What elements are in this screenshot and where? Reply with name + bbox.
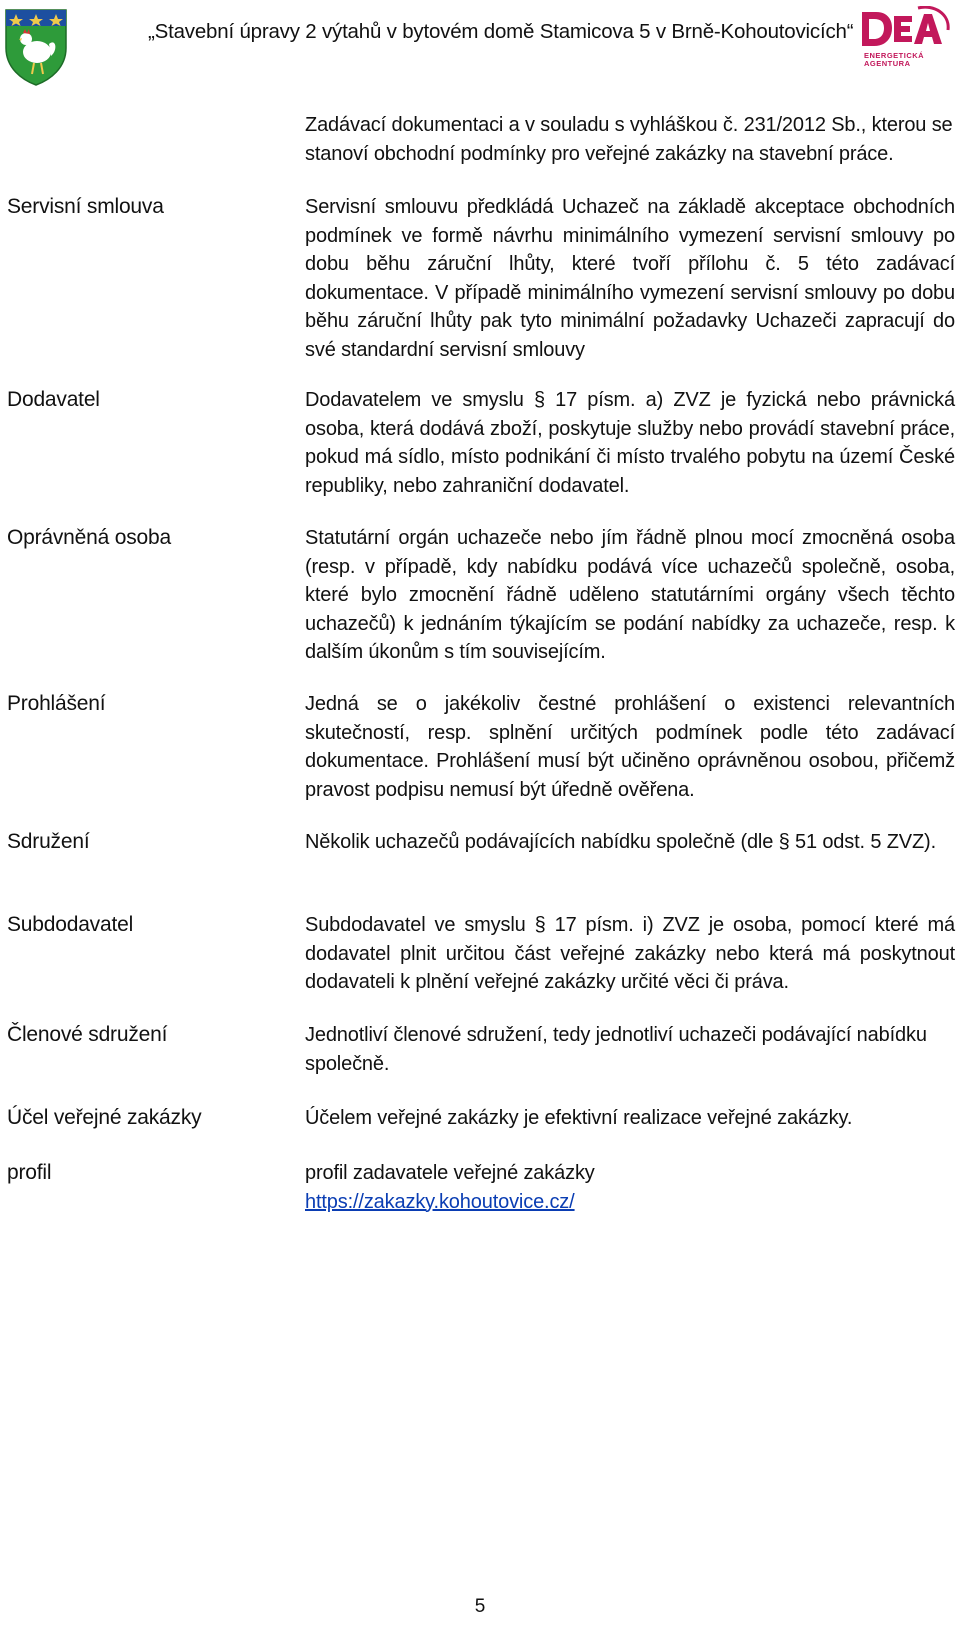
definition-profil	[305, 1159, 955, 1216]
profil-description: profil zadavatele veřejné zakázky	[305, 1162, 595, 1184]
page-number: 5	[474, 1596, 486, 1617]
term-subdodavatel: Subdodavatel	[7, 913, 134, 936]
definition-servisni-smlouva: Servisní smlouvu předkládá Uchazeč na základě akceptace obchodních podmínek ve formě návrhu minimálního vymezení servisní smlouvy po dobu běhu záruční lhůty, které tvoří přílohu č. 5 této zadávací dokumentace. V případě minimálního vymezení servisní smlouvy po dobu běhu záruční lhůty pak tyto minimální požadavky Uchazeči zapracují do své standardní servisní smlouvy	[305, 196, 955, 361]
definition-dodavatel: Dodavatelem ve smyslu § 17 písm. a) ZVZ je fyzická nebo právnická osoba, která dodává zboží, poskytuje služby nebo provádí stavební práce, pokud má sídlo, místo podnikání či místo trvalého pobytu na území České republiky, nebo zahraniční dodavatel.	[305, 389, 955, 497]
definition-clenove-sdruzeni: Jednotliví členové sdružení, tedy jednotliví uchazeči podávající nabídku společně.	[305, 1024, 927, 1075]
term-servisni-smlouva: Servisní smlouva	[7, 195, 164, 218]
definition-sdruzeni: Několik uchazečů podávajících nabídku společně (dle § 51 odst. 5 ZVZ).	[305, 831, 936, 853]
definition-opravnena-osoba: Statutární orgán uchazeče nebo jím řádně plnou mocí zmocněná osoba (resp. v případě, kdy nabídku podává více uchazečů společně, osoba, které bylo zmocnění řádně uděleno statutárními orgány všech těchto uchazečů) k jednáním týkajícím se podání nabídky za uchazeče, resp. k dalším úkonům s tím souvisejícím.	[305, 527, 955, 663]
term-clenove-sdruzeni: Členové sdružení	[7, 1023, 168, 1046]
intro-paragraph: Zadávací dokumentaci a v souladu s vyhláškou č. 231/2012 Sb., kterou se stanoví obchodní podmínky pro veřejné zakázky na stavební práce.	[305, 114, 953, 165]
term-ucel-verejne-zakazky: Účel veřejné zakázky	[7, 1106, 202, 1129]
definition-ucel-verejne-zakazky: Účelem veřejné zakázky je efektivní realizace veřejné zakázky.	[305, 1107, 853, 1129]
term-sdruzeni: Sdružení	[7, 830, 90, 853]
definition-prohlaseni: Jedná se o jakékoliv čestné prohlášení o existenci relevantních skutečností, resp. splnění určitých podmínek podle této zadávací dokumentace. Prohlášení musí být učiněno oprávněnou osobou, přičemž pravost podpisu nemusí být úředně ověřena.	[305, 693, 955, 801]
dea-logo-subtitle: ENERGETICKÁ AGENTURA	[864, 51, 925, 68]
term-opravnena-osoba: Oprávněná osoba	[7, 526, 171, 549]
term-profil: profil	[7, 1161, 52, 1184]
profil-link[interactable]: https://zakazky.kohoutovice.cz/	[305, 1190, 575, 1213]
definition-subdodavatel: Subdodavatel ve smyslu § 17 písm. i) ZVZ je osoba, pomocí které má dodavatel plnit určitou část veřejné zakázky nebo která má poskytnout dodavateli k plnění veřejné zakázky určité věci či práva.	[305, 914, 955, 993]
term-prohlaseni: Prohlášení	[7, 692, 106, 715]
document-title: „Stavební úpravy 2 výtahů v bytovém domě Stamicova 5 v Brně-Kohoutovicích“	[148, 20, 854, 43]
term-dodavatel: Dodavatel	[7, 388, 100, 411]
